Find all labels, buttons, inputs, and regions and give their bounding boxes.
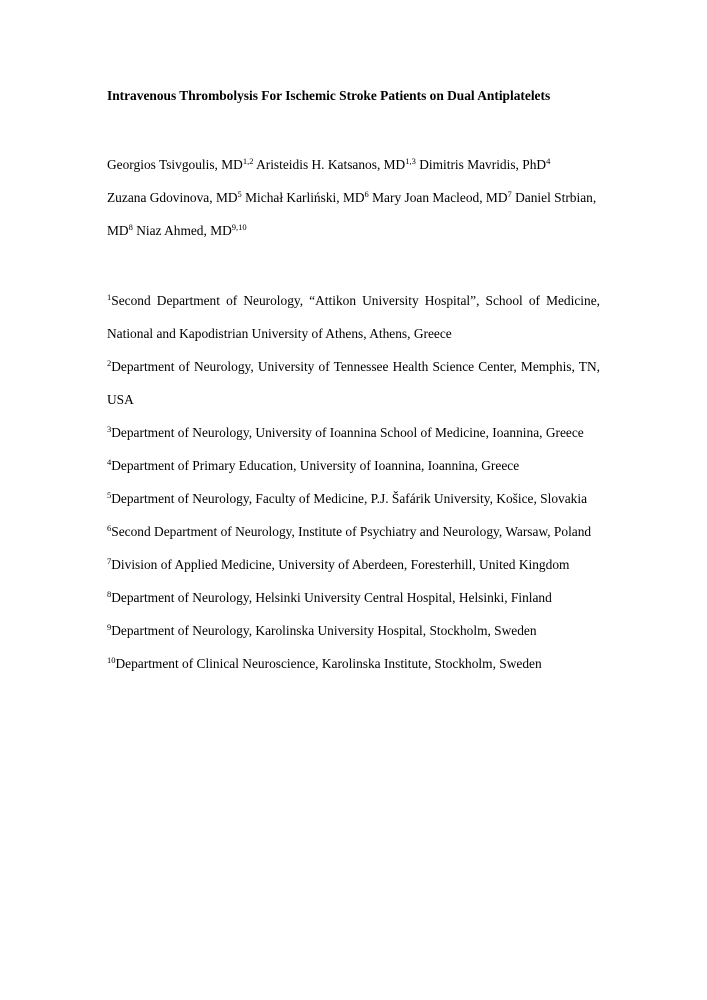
affiliation-1 (107, 350, 600, 416)
affiliation-text: Second Department of Neurology, “Attikon University Hospital”, School of Medicine, National and Kapodistrian University of Athens, Athens, Greece (107, 293, 600, 341)
affiliation-6 (107, 548, 600, 581)
author-affiliation-mark: 4 (546, 156, 551, 166)
affiliation-list (107, 284, 600, 680)
author-affiliation-mark: 8 (128, 222, 133, 232)
affiliation-number: 8 (107, 589, 112, 599)
affiliation-9 (107, 647, 600, 680)
affiliation-text: Department of Neurology, Faculty of Medicine, P.J. Šafárik University, Košice, Slovakia (111, 491, 588, 506)
author-name: Daniel Strbian, MD (107, 190, 597, 238)
affiliation-text: Second Department of Neurology, Institute of Psychiatry and Neurology, Warsaw, Poland (111, 524, 592, 539)
author-4 (245, 190, 369, 205)
affiliation-number: 10 (107, 655, 116, 665)
affiliation-text: Department of Neurology, Karolinska University Hospital, Stockholm, Sweden (111, 623, 537, 638)
author-2 (419, 157, 550, 172)
affiliation-number: 9 (107, 622, 112, 632)
affiliation-text: Division of Applied Medicine, University of Aberdeen, Foresterhill, United Kingdom (111, 557, 570, 572)
affiliation-number: 6 (107, 523, 112, 533)
author-name: Niaz Ahmed, MD (136, 223, 232, 238)
author-name: Michał Karliński, MD (245, 190, 365, 205)
affiliation-number: 3 (107, 424, 112, 434)
author-3 (107, 190, 242, 205)
affiliation-text: Department of Clinical Neuroscience, Karolinska Institute, Stockholm, Sweden (115, 656, 542, 671)
author-affiliation-mark: 6 (364, 189, 369, 199)
paper-title: Intravenous Thrombolysis For Ischemic Stroke Patients on Dual Antiplatelets (107, 88, 551, 103)
author-affiliation-mark: 1,3 (405, 156, 416, 166)
author-1 (256, 157, 416, 172)
author-name: Georgios Tsivgoulis, MD (107, 157, 243, 172)
affiliation-5 (107, 515, 600, 548)
author-5 (372, 190, 512, 205)
affiliation-number: 2 (107, 358, 112, 368)
affiliation-number: 5 (107, 490, 112, 500)
affiliation-2 (107, 416, 600, 449)
affiliation-number: 7 (107, 556, 112, 566)
affiliation-4 (107, 482, 600, 515)
affiliation-8 (107, 614, 600, 647)
affiliation-text: Department of Neurology, Helsinki University Central Hospital, Helsinki, Finland (111, 590, 552, 605)
author-7 (136, 223, 246, 238)
author-affiliation-mark: 1,2 (242, 156, 254, 166)
affiliation-3 (107, 449, 600, 482)
affiliation-number: 4 (107, 457, 112, 467)
author-affiliation-mark: 5 (237, 189, 242, 199)
author-0 (107, 157, 253, 172)
affiliation-text: Department of Neurology, University of Ioannina School of Medicine, Ioannina, Greece (111, 425, 584, 440)
author-affiliation-mark: 7 (507, 189, 512, 199)
affiliation-text: Department of Neurology, University of Tennessee Health Science Center, Memphis, TN, USA (107, 359, 600, 407)
author-name: Aristeidis H. Katsanos, MD (256, 157, 406, 172)
affiliation-text: Department of Primary Education, University of Ioannina, Ioannina, Greece (111, 458, 520, 473)
author-name: Mary Joan Macleod, MD (372, 190, 508, 205)
author-list (107, 148, 600, 247)
author-affiliation-mark: 9,10 (231, 222, 247, 232)
affiliation-0 (107, 284, 600, 350)
affiliation-number: 1 (107, 292, 112, 302)
author-name: Dimitris Mavridis, PhD (419, 157, 547, 172)
affiliation-7 (107, 581, 600, 614)
author-name: Zuzana Gdovinova, MD (107, 190, 238, 205)
paper-title-page (107, 86, 600, 680)
